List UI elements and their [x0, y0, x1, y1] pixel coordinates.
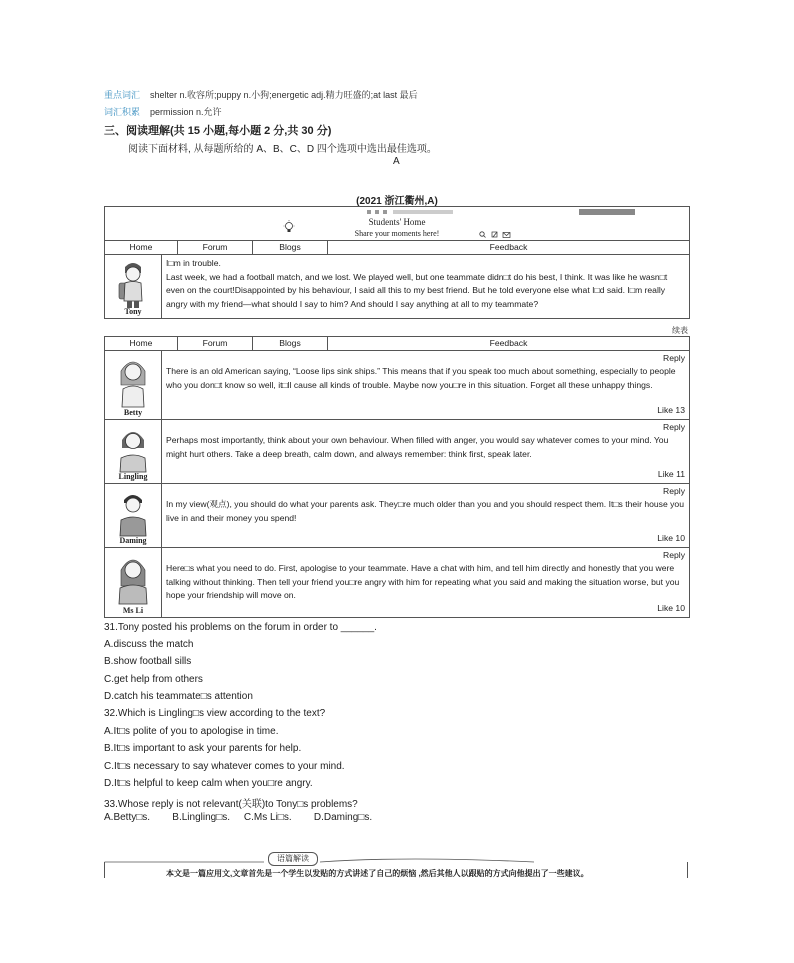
search-icon — [480, 232, 486, 238]
boy-avatar-icon — [111, 488, 155, 538]
reply-row-daming — [105, 483, 689, 547]
reply-link[interactable]: Reply — [663, 486, 685, 496]
betty-name: Betty — [123, 408, 143, 417]
lingling-reply-text: Perhaps most importantly, think about your own behaviour. When filled with anger, you would say whatever comes to your mind. You might hurt others. Take a deep breath, calm down, and always remember: think first, speak later. — [166, 435, 669, 459]
reply-link[interactable]: Reply — [663, 550, 685, 560]
nav-home[interactable]: Home — [105, 241, 178, 254]
analysis-badge: 语篇解读 — [268, 852, 318, 866]
question-32: 32.Which is Lingling□s view according to the text? — [104, 708, 326, 719]
reply-link[interactable]: Reply — [663, 353, 685, 363]
lingling-reply — [162, 420, 689, 483]
q31-option-d: D.catch his teammate□s attention — [104, 691, 253, 702]
section-instruction: 阅读下面材料, 从每题所给的 A、B、C、D 四个选项中选出最佳选项。 — [128, 144, 437, 155]
question-31: 31.Tony posted his problems on the forum in order to ______. — [104, 622, 377, 633]
forum-nav — [105, 241, 689, 255]
boy-with-backpack-icon — [111, 259, 155, 309]
q32-option-a: A.It□s polite of you to apologise in time. — [104, 726, 279, 737]
woman-avatar-icon — [111, 552, 155, 606]
msli-reply-text: Here□s what you need to do. First, apologise to your teammate. Have a chat with him, and tell him directly and honestly that you were talking without thinking. Then tell your friend you□re angry with him for repeating what you said and making the situation worse, but you hope your friendship will move on. — [166, 563, 680, 600]
site-subtitle: Share your moments here! — [354, 229, 440, 238]
section-title: 三、阅读理解(共 15 小题,每小题 2 分,共 30 分) — [104, 125, 332, 137]
nav-feedback[interactable]: Feedback — [489, 242, 528, 252]
key-vocab-text: shelter n.收容所;puppy n.小狗;energetic adj.精力旺盛的;at last 最后 — [150, 90, 418, 100]
continue-label: 续表 — [672, 326, 688, 335]
ext-vocab-line — [104, 105, 222, 118]
avatar-tony — [105, 255, 162, 318]
question-33: 33.Whose reply is not relevant(关联)to Tony□s problems? — [104, 799, 358, 810]
forum-post-table — [104, 206, 690, 319]
site-title: Students' Home — [368, 217, 426, 227]
mail-icon — [503, 233, 510, 238]
like-count[interactable]: Like 10 — [657, 532, 685, 543]
site-header — [105, 207, 689, 241]
avatar-betty — [105, 351, 162, 419]
nav-blogs[interactable]: Blogs — [253, 241, 328, 254]
browser-address-bar — [367, 209, 635, 215]
source-label: (2021 浙江衢州,A) — [356, 196, 438, 207]
tony-post-text: I□m in trouble. Last week, we had a football match, and we lost. We played well, but one teammate didn□t do his best, I think. It was like he wasn□t even on the court!Disappointed by his behaviour, I said all this to my best friend. But he told everyone else what I□d said. I□m really angry with my friend—what should I say to him? And should I say anything at all to my teammate? — [166, 258, 668, 309]
reply-row-msli — [105, 547, 689, 617]
reply-row-betty — [105, 351, 689, 419]
like-count[interactable]: Like 11 — [657, 468, 685, 479]
analysis-text: 本文是一篇应用文,文章首先是一个学生以发贴的方式讲述了自己的烦恼 ,然后其他人以跟贴的方式向他提出了一些建议。 — [166, 869, 589, 878]
betty-reply-text: There is an old American saying, “Loose lips sink ships.” This means that if you speak too much about something, especially to people who you don□t know so well, it□ll cause all kinds of trouble. Maybe now you□re in this situation. Forget all these unhappy things. — [166, 366, 676, 390]
forum-reply-table — [104, 336, 690, 618]
nav-forum[interactable]: Forum — [178, 241, 253, 254]
reply-link[interactable]: Reply — [663, 422, 685, 432]
passage-letter: A — [393, 156, 400, 167]
q31-option-b: B.show football sills — [104, 656, 192, 667]
q32-option-d: D.It□s helpful to keep calm when you□re angry. — [104, 778, 313, 789]
reply-row-lingling — [105, 419, 689, 483]
tony-name: Tony — [124, 307, 142, 316]
post-row-tony — [105, 255, 689, 318]
q32-option-c: C.It□s necessary to say whatever comes to your mind. — [104, 761, 345, 772]
girl-short-hair-icon — [111, 424, 155, 474]
msli-reply — [162, 548, 689, 617]
betty-reply — [162, 351, 689, 419]
girl-avatar-icon — [111, 355, 155, 409]
daming-reply — [162, 484, 689, 547]
key-vocab-label: 重点词汇 — [104, 90, 141, 100]
q32-option-b: B.It□s important to ask your parents for help. — [104, 743, 302, 754]
q33-options: A.Betty□s. B.Lingling□s. C.Ms Li□s. D.Daming□s. — [104, 812, 373, 823]
nav-blogs[interactable]: Blogs — [253, 337, 328, 350]
daming-reply-text: In my view(观点), you should do what your parents ask. They□re much older than you and you should respect them. It□s their house you live in and their money you spend! — [166, 499, 684, 523]
like-count[interactable]: Like 10 — [657, 602, 685, 613]
nav-home[interactable]: Home — [105, 337, 178, 350]
nav-forum[interactable]: Forum — [178, 337, 253, 350]
ext-vocab-label: 词汇积累 — [104, 107, 141, 117]
msli-name: Ms Li — [122, 606, 144, 615]
q31-option-a: A.discuss the match — [104, 639, 194, 650]
forum-nav-2 — [105, 337, 689, 351]
avatar-lingling — [105, 420, 162, 483]
lingling-name: Lingling — [118, 472, 148, 481]
edit-icon — [492, 232, 497, 237]
nav-feedback[interactable]: Feedback — [489, 338, 528, 348]
avatar-msli — [105, 548, 162, 617]
key-vocab-line — [104, 88, 418, 101]
toolbar-icons — [479, 231, 515, 239]
like-count[interactable]: Like 13 — [657, 404, 685, 415]
avatar-daming — [105, 484, 162, 547]
q31-option-c: C.get help from others — [104, 674, 203, 685]
ext-vocab-text: permission n.允许 — [150, 107, 222, 117]
daming-name: Daming — [119, 536, 147, 545]
